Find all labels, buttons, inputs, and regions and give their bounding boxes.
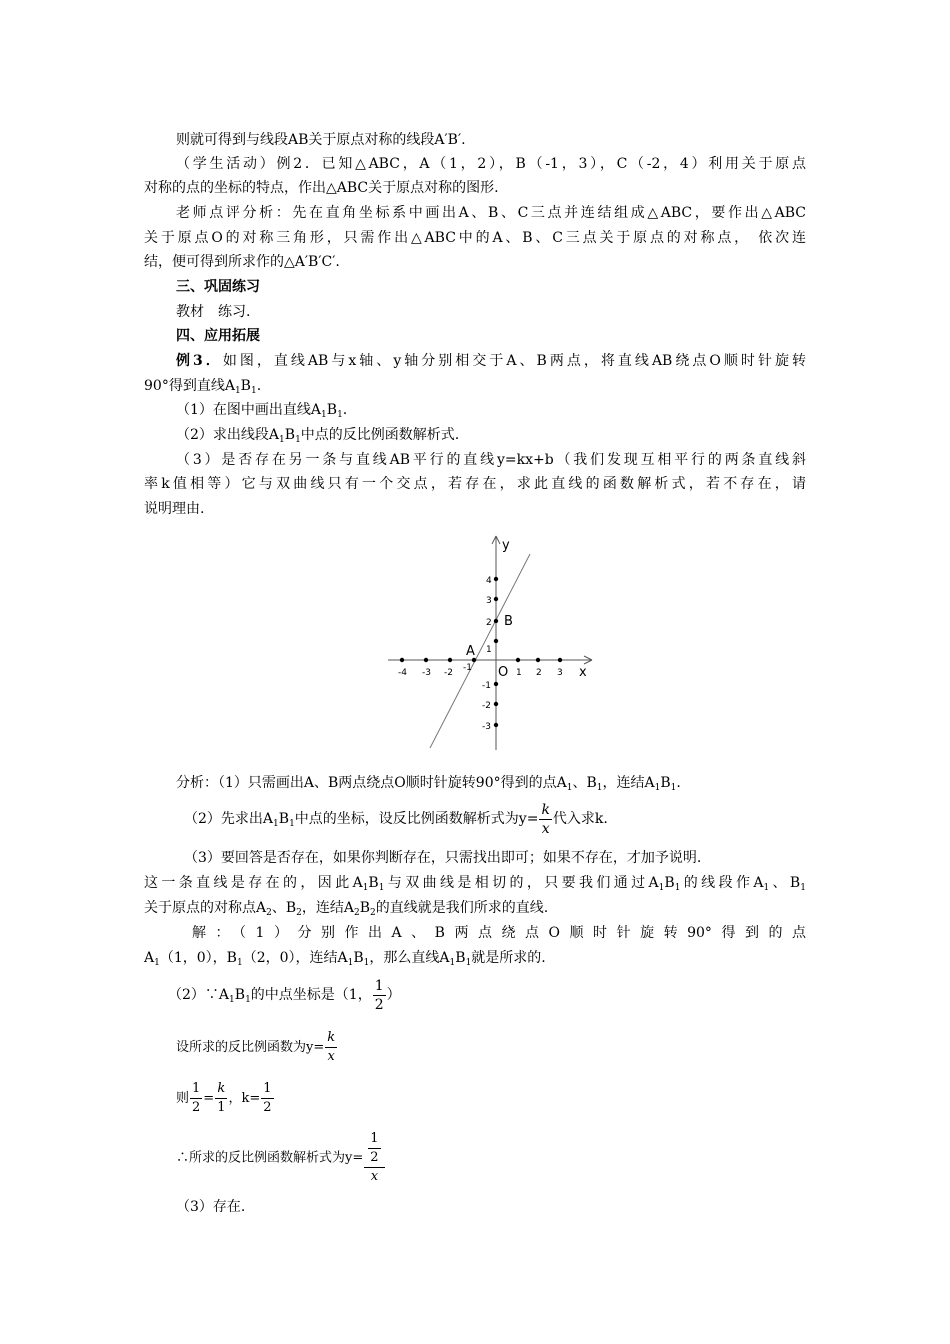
y-axis-arrow	[492, 536, 496, 544]
x-tick-dot	[400, 658, 404, 662]
y-tick-dot	[494, 639, 498, 643]
point-a-label: A	[466, 644, 475, 659]
example-3-line-1	[144, 351, 806, 371]
question-3-line-3: 说明理由.	[144, 501, 205, 517]
example-2-line-2: 对称的点的坐标的特点，作出△ABC关于原点对称的图形.	[144, 180, 499, 196]
y-axis-label: y	[502, 538, 510, 553]
line-ab	[430, 554, 530, 748]
analysis-2: （2）先求出$A_1B_1$中点的坐标，设反比例函数解析式为y= $\frac{k}{x}$ 代入求k.	[184, 801, 608, 837]
y-axis-arrow	[496, 536, 500, 544]
x-axis-arrow	[584, 660, 592, 664]
y-tick-label: -3	[482, 722, 491, 732]
x-tick-dot	[516, 658, 520, 662]
analysis-3-line-3: 关于原点的对称点$A_2$、$B_2$，连结$A_2B_2$的直线就是我们所求的直线.	[144, 900, 549, 918]
solution-3: 设所求的反比例函数为y= $\frac{k}{x}$	[176, 1030, 336, 1064]
fraction-k-over-x: $\frac{k}{x}$	[541, 801, 550, 837]
y-tick-label: 2	[486, 618, 492, 628]
solution-1-line-1: 解：（1）分别作出A、B两点绕点O顺时针旋转90°得到的点	[192, 925, 806, 941]
paragraph-symmetric-segment: 则就可得到与线段AB关于原点对称的线段A′B′.	[176, 132, 466, 148]
solution-5: ∴所求的反比例函数解析式为y= 1 2 x	[176, 1130, 386, 1187]
coordinate-graph	[380, 530, 600, 754]
y-tick-label: -2	[482, 701, 491, 711]
x-tick-label: -3	[422, 668, 431, 678]
x-tick-label: -2	[444, 668, 453, 678]
question-2: （2）求出线段$A_1B_1$中点的反比例函数解析式.	[176, 427, 460, 445]
example-3-line-2: 90°得到直线$A_1B_1$.	[144, 378, 262, 396]
y-tick-label: -1	[482, 681, 491, 691]
solution-2: $(2)\because A_1B_1$的中点坐标是（1， $\frac{1}{2}$ ）	[168, 977, 401, 1013]
y-tick-label: 3	[486, 596, 492, 606]
y-tick-dot	[494, 597, 498, 601]
solution-1-line-2: $A_1(1$，0），$B_1(2$，0），连结$A_1B_1$，那么直线$A_1B_1$就是所求的.	[144, 950, 546, 968]
origin-label: O	[498, 665, 509, 680]
solution-6: （3）存在.	[176, 1199, 246, 1215]
x-tick-label: 2	[536, 668, 542, 678]
fraction-one-half: $\frac{1}{2}$	[374, 977, 384, 1013]
x-tick-label: 3	[557, 668, 563, 678]
teacher-comment-line-2: 关于原点O的对称三角形，只需作出△ABC中的A、B、C三点关于原点的对称点， 依次连	[144, 230, 806, 246]
y-tick-dot	[494, 702, 498, 706]
y-tick-dot	[494, 682, 498, 686]
fraction-one-half: $\frac{1}{2}$	[192, 1081, 201, 1115]
fraction-one-half: $\frac{1}{2}$	[263, 1081, 272, 1115]
example-3-text: 如图，直线AB与x轴、y轴分别相交于A、B两点，将直线AB绕点O顺时针旋转	[222, 353, 806, 369]
x-tick-dot	[424, 658, 428, 662]
y-tick-dot	[494, 619, 498, 623]
y-tick-dot	[494, 577, 498, 581]
y-tick-label: 1	[486, 645, 492, 655]
point-b-label: B	[504, 614, 513, 629]
x-tick-label: -4	[398, 668, 407, 678]
solution-4: 则 $\frac{1}{2}$ = $\frac{k}{1}$ ，k= $\frac{1}{2}$	[176, 1081, 272, 1115]
teacher-comment-line-3: 结，便可得到所求作的△A′B′C′.	[144, 254, 340, 270]
x-axis-arrow	[584, 656, 592, 660]
section-heading-extension: 四、应用拓展	[176, 328, 260, 344]
fraction-k-over-x: $\frac{k}{x}$	[327, 1030, 336, 1064]
x-axis-label: x	[579, 665, 587, 680]
analysis-3-line-1: （3）要回答是否存在，如果你判断存在，只需找出即可；如果不存在，才加予说明.	[184, 850, 702, 866]
question-1: （1）在图中画出直线$A_1B_1$.	[176, 402, 348, 420]
x-tick-dot	[536, 658, 540, 662]
question-3-line-2: 率k值相等）它与双曲线只有一个交点，若存在，求此直线的函数解析式，若不存在，请	[144, 476, 806, 492]
x-tick-dot	[448, 658, 452, 662]
y-tick-dot	[494, 723, 498, 727]
fraction-k-over-one: $\frac{k}{1}$	[217, 1081, 226, 1115]
y-tick-label: 4	[486, 576, 492, 586]
x-tick-label: 1	[516, 668, 522, 678]
example-3-label: 例3．	[176, 353, 223, 369]
fraction-half-over-x: 1 2 x	[364, 1130, 384, 1186]
x-tick-dot	[558, 658, 562, 662]
analysis-3-line-2: 这一条直线是存在的，因此$A_1B_1$与双曲线是相切的，只要我们通过$A_1B_1$的线段作$A_1$、$B_1$	[144, 875, 806, 893]
x-tick-label: -1	[463, 663, 472, 673]
question-3-line-1: （3）是否存在另一条与直线AB平行的直线y=kx+b（我们发现互相平行的两条直线斜	[176, 452, 806, 468]
example-2-line-1: （学生活动）例2．已知△ABC，A（1，2），B（-1，3），C（-2，4）利用关于原点	[176, 156, 806, 172]
teacher-comment-line-1: 老师点评分析：先在直角坐标系中画出A、B、C三点并连结组成△ABC，要作出△ABC	[176, 205, 806, 221]
section-heading-practice: 三、巩固练习	[176, 279, 260, 295]
practice-text: 教材 练习.	[176, 304, 251, 320]
analysis-1: 分析：（1）只需画出A、B两点绕点O顺时针旋转90°得到的点$A_1$、$B_1$，连结$A_1B_1$.	[176, 775, 681, 793]
